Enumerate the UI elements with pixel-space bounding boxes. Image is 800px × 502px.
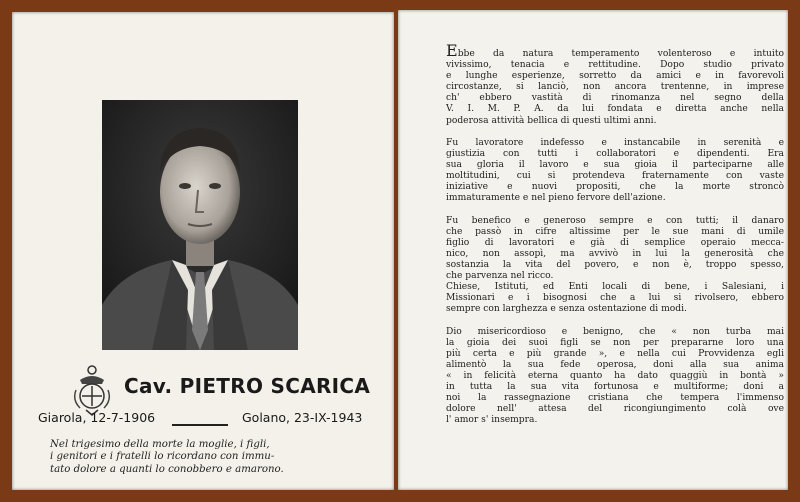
- text-line: alimentò la sua fede operosa, doni alla sua anima: [446, 359, 784, 370]
- text-line: immaturamente e nel pieno fervore dell'azione.: [446, 193, 666, 204]
- text-line: sua gloria il lavoro e sua gioia il parteciparne alle: [446, 160, 784, 171]
- text-line: Fu lavoratore indefesso e instancabile in serenità e: [446, 137, 784, 148]
- text-line: che parvenza nel ricco.: [446, 271, 554, 282]
- text-line: « in felicità eterna quanto ha dato quaggiù in bontà »: [446, 371, 784, 381]
- tribute-line: i genitori e i fratelli lo ricordano con immu-: [50, 451, 275, 463]
- text-line: dolore nell' attesa del ricongiungimento colà ove: [446, 404, 784, 415]
- text-line: in tutta la sua vita fortunosa e multiforme; doni a: [446, 382, 784, 393]
- tribute-line: tato dolore a quanti lo conobbero e amarono.: [50, 463, 284, 475]
- text-line: figlio di lavoratori e già di semplice operaio mecca-: [446, 237, 784, 248]
- tribute-text: [50, 439, 350, 476]
- text-line: poderosa attività bellica di questi ultimi anni.: [446, 115, 657, 126]
- text-line: noi la rassegnazione cristiana che tempera l'immenso: [446, 393, 784, 404]
- text-line: Fu benefico e generoso sempre e con tutti; il danaro: [446, 215, 784, 226]
- birth-date: Giarola, 12-7-1906: [38, 410, 156, 425]
- text-line: vivissimo, tenacia e rettitudine. Dopo studio privato: [446, 60, 784, 71]
- text-line: nico, non assopì, ma avvivò in lui la generosità che: [446, 248, 784, 259]
- date-divider: [172, 424, 228, 426]
- text-line: bbe da natura temperamento volenteroso e intuito: [457, 49, 784, 59]
- dropcap: E: [446, 41, 458, 60]
- right-page: [398, 10, 788, 490]
- tribute-line: Nel trigesimo della morte la moglie, i figli,: [50, 439, 270, 450]
- text-line: sempre con larghezza e senza ostentazione di modi.: [446, 304, 687, 315]
- paragraph-1: [446, 41, 784, 127]
- text-line: Dio misericordioso e benigno, che « non turba mai: [446, 326, 784, 337]
- paragraph-2: [446, 138, 784, 205]
- text-line: ch' ebbero vastità di rinomanza nel segno della: [446, 93, 784, 104]
- text-line: moltitudini, cui si protendeva fraternamente con vaste: [446, 171, 784, 182]
- portrait-photo: [102, 100, 298, 350]
- deceased-name: Cav. PIETRO SCARICA: [124, 374, 371, 398]
- paragraph-3: [446, 216, 784, 316]
- text-line: che passò in cifre altissime per le sue mani di umile: [446, 226, 784, 237]
- text-line: V. I. M. P. A. da lui fondata e diretta anche nella: [446, 104, 784, 115]
- portrait-image: [102, 100, 298, 350]
- text-line: sostanzia la vita del povero, e non è, troppo spesso,: [446, 259, 784, 270]
- text-line: e lunghe esperienze, sorretto da amici e in favorevoli: [446, 71, 784, 82]
- death-date: Golano, 23-IX-1943: [242, 410, 363, 425]
- text-line: Missionari e i bisognosi che a lui si rivolsero, ebbero: [446, 293, 784, 304]
- text-line: giustizia con tutti i collaboratori e dipendenti. Era: [446, 148, 784, 159]
- emblem-icon: [72, 364, 112, 416]
- text-line: più certa e più grande », e nella cui Provvidenza egli: [446, 348, 784, 359]
- paragraph-4: [446, 327, 784, 427]
- biography-text: [446, 41, 784, 438]
- left-page: [12, 12, 394, 490]
- text-line: iniziative e nuovi propositi, che la morte stroncò: [446, 182, 784, 193]
- text-line: l' amor s' insempra.: [446, 415, 538, 426]
- text-line: Chiese, Istituti, ed Enti locali di bene, i Salesiani, i: [446, 282, 784, 293]
- text-line: la gioia dei suoi figli se non per prepararne loro una: [446, 337, 784, 348]
- text-line: circostanze, si lanciò, non ancora trentenne, in imprese: [446, 82, 784, 93]
